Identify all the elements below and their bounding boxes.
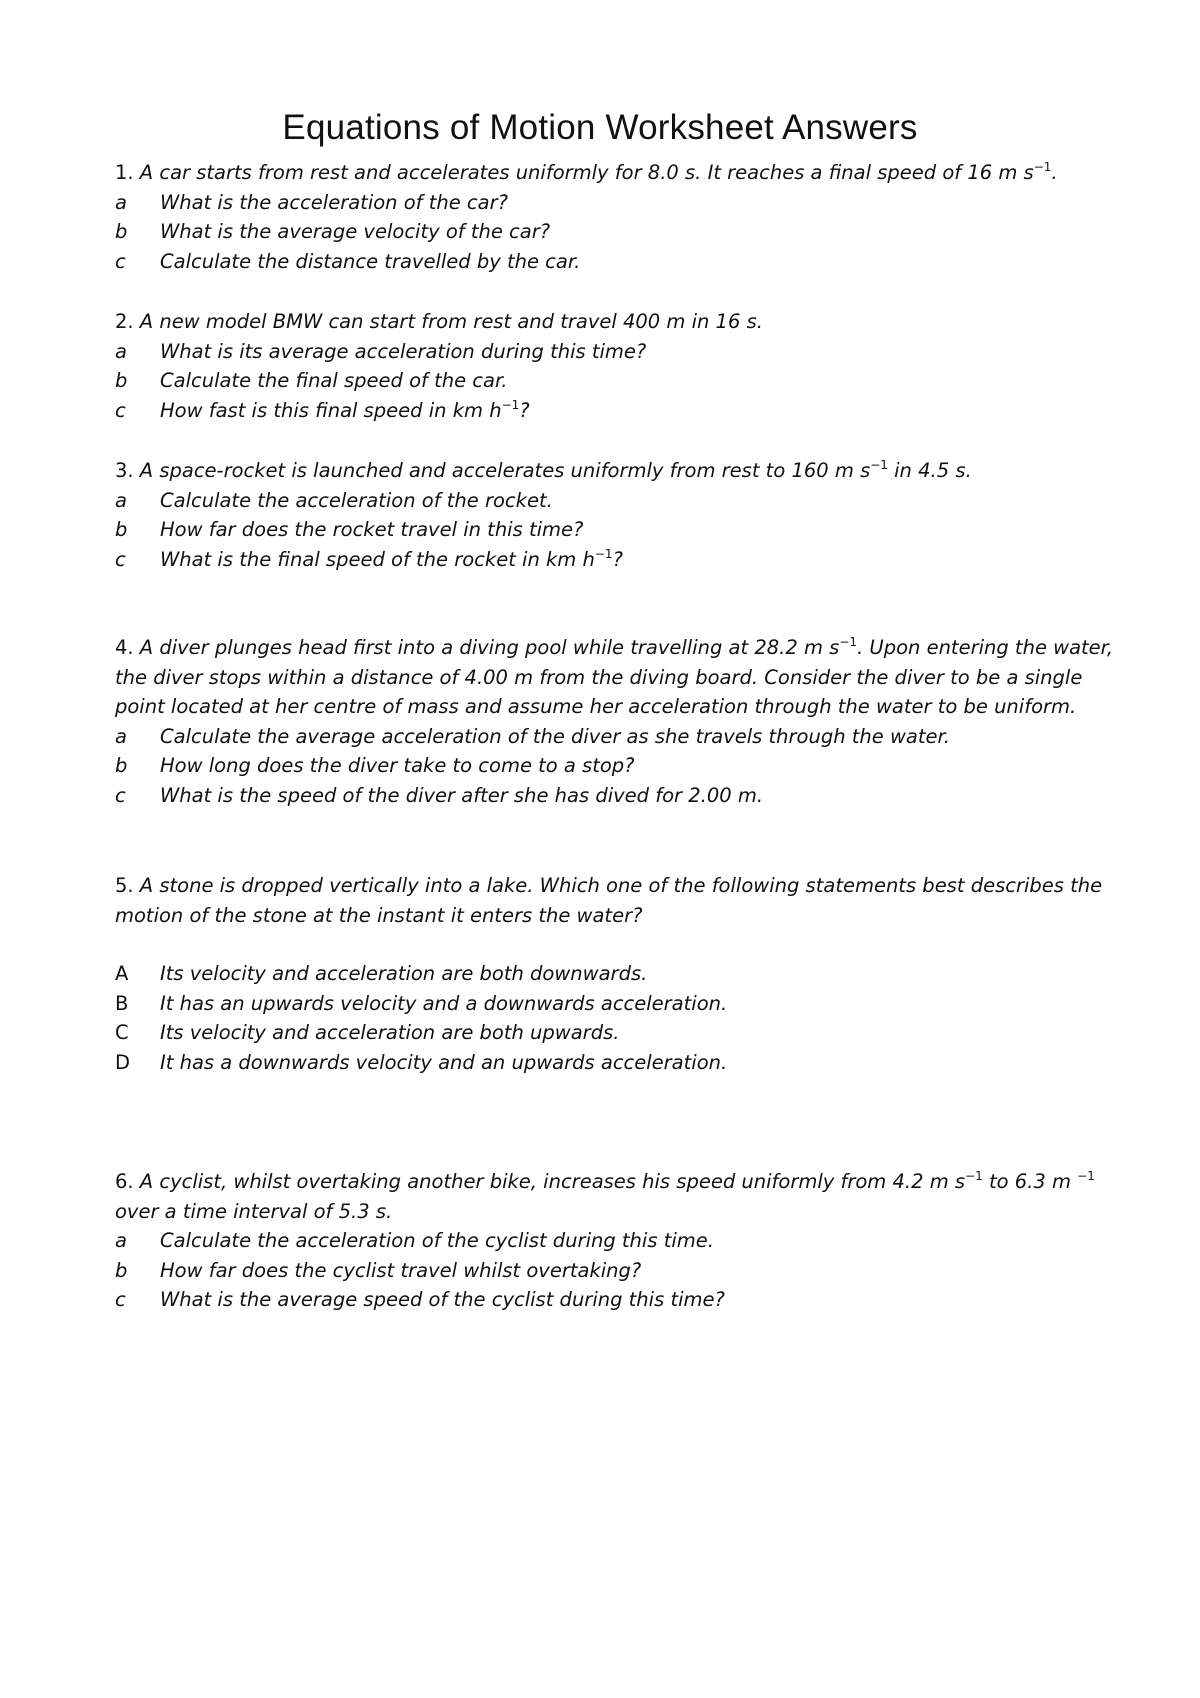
question-number: 5. xyxy=(115,874,134,897)
superscript: −1 xyxy=(1077,1169,1095,1183)
question-number: 3. xyxy=(115,459,134,482)
list-item xyxy=(115,959,1115,989)
list-item xyxy=(115,217,1115,247)
list-item xyxy=(115,247,1115,277)
part-label: c xyxy=(115,783,126,807)
part-text xyxy=(160,396,1115,426)
choice-text: Its velocity and acceleration are both upwards. xyxy=(160,1021,620,1044)
choice-text: It has an upwards velocity and a downwards acceleration. xyxy=(160,991,728,1015)
list-item xyxy=(115,722,1115,752)
part-label: b xyxy=(115,1258,128,1282)
part-text: Calculate the final speed of the car. xyxy=(160,369,508,392)
part-text: What is its average acceleration during this time? xyxy=(160,339,647,363)
part-label: b xyxy=(115,518,128,541)
superscript: −1 xyxy=(501,397,520,412)
part-text-main: How fast is this final speed in km h xyxy=(160,398,502,422)
list-item xyxy=(115,1285,1115,1315)
question-number: 4. xyxy=(115,636,134,659)
part-text: Calculate the distance travelled by the car. xyxy=(160,249,581,273)
list-item xyxy=(115,545,1115,575)
part-label: a xyxy=(115,339,127,363)
part-text: Calculate the acceleration of the cyclist during this time. xyxy=(160,1229,714,1252)
stem-text: A stone is dropped vertically into a lake. Which one of the following statements best describes the motion of the stone at the instant it enters the water? xyxy=(115,874,1103,927)
list-item xyxy=(115,366,1115,396)
question-parts xyxy=(115,188,1115,277)
question-5 xyxy=(115,871,1115,1077)
part-text: What is the average velocity of the car? xyxy=(160,220,551,243)
part-text: What is the speed of the diver after she has dived for 2.00 m. xyxy=(160,783,764,807)
list-item xyxy=(115,337,1115,367)
part-label: b xyxy=(115,220,128,243)
list-item xyxy=(115,1226,1115,1256)
part-text: What is the acceleration of the car? xyxy=(160,190,508,214)
question-stem xyxy=(115,456,1115,486)
list-item xyxy=(115,1256,1115,1286)
question-parts xyxy=(115,722,1115,811)
question-stem xyxy=(115,158,1115,188)
stem-text-mid: to 6.3 m xyxy=(982,1170,1078,1193)
stem-text-end: . Upon entering the water, the diver stops within a distance of 4.00 m from the diving board. Consider the diver to be a single point located at her centre of mass and assume her acceleration through the water to be uniform. xyxy=(115,636,1114,718)
answer-choices xyxy=(115,959,1115,1077)
part-label: b xyxy=(115,754,128,777)
list-item xyxy=(115,515,1115,545)
list-item xyxy=(115,781,1115,811)
stem-text: A car starts from rest and accelerates uniformly for 8.0 s. It reaches a final speed of 16 m s xyxy=(133,161,1034,184)
choice-label: D xyxy=(115,1050,131,1074)
list-item xyxy=(115,486,1115,516)
question-stem xyxy=(115,871,1115,930)
part-label: c xyxy=(115,398,126,422)
question-stem xyxy=(115,307,1115,337)
part-label: a xyxy=(115,724,127,748)
question-2 xyxy=(115,307,1115,425)
question-1 xyxy=(115,158,1115,276)
list-item xyxy=(115,1048,1115,1078)
stem-text: A new model BMW can start from rest and travel 400 m in 16 s. xyxy=(133,310,763,333)
part-text: How far does the cyclist travel whilst overtaking? xyxy=(160,1258,642,1282)
superscript: −1 xyxy=(594,546,613,561)
question-number: 6. xyxy=(115,1170,134,1193)
part-text: What is the average speed of the cyclist during this time? xyxy=(160,1288,725,1311)
stem-text: A diver plunges head first into a diving pool while travelling at 28.2 m s xyxy=(133,636,840,659)
question-6 xyxy=(115,1167,1115,1315)
part-text-main: What is the final speed of the rocket in km h xyxy=(160,547,595,571)
superscript: −1 xyxy=(839,635,858,649)
choice-label: A xyxy=(115,962,129,985)
superscript: −1 xyxy=(965,1169,983,1183)
list-item xyxy=(115,989,1115,1019)
question-parts xyxy=(115,337,1115,426)
page-title: Equations of Motion Worksheet Answers xyxy=(282,108,918,147)
stem-text-end: over a time interval of 5.3 s. xyxy=(115,1199,393,1223)
stem-text-end: in 4.5 s. xyxy=(887,459,972,482)
list-item xyxy=(115,396,1115,426)
list-item xyxy=(115,188,1115,218)
stem-text: A cyclist, whilst overtaking another bike, increases his speed uniformly from 4.2 m s xyxy=(133,1170,966,1193)
part-text: How long does the diver take to come to a stop? xyxy=(160,754,635,777)
stem-text-end: . xyxy=(1051,161,1058,184)
superscript: −1 xyxy=(870,458,888,472)
choice-label: B xyxy=(115,991,129,1015)
part-label: c xyxy=(115,1288,126,1311)
question-number: 1. xyxy=(115,161,134,184)
part-label: c xyxy=(115,547,126,571)
choice-text: Its velocity and acceleration are both downwards. xyxy=(160,962,648,985)
stem-text: A space-rocket is launched and accelerates uniformly from rest to 160 m s xyxy=(133,459,871,482)
question-number: 2. xyxy=(115,310,134,333)
question-4 xyxy=(115,633,1115,810)
part-label: a xyxy=(115,190,127,214)
part-text xyxy=(160,545,1115,575)
part-text: Calculate the acceleration of the rocket. xyxy=(160,488,553,512)
part-label: a xyxy=(115,1229,127,1252)
question-parts xyxy=(115,486,1115,575)
question-3 xyxy=(115,456,1115,574)
choice-label: C xyxy=(115,1021,129,1044)
part-text: Calculate the average acceleration of the diver as she travels through the water. xyxy=(160,724,950,748)
part-label: b xyxy=(115,369,128,392)
part-text-end: ? xyxy=(612,547,623,571)
list-item xyxy=(115,1018,1115,1048)
question-stem xyxy=(115,1167,1115,1226)
superscript: −1 xyxy=(1033,160,1052,174)
choice-text: It has a downwards velocity and an upwards acceleration. xyxy=(160,1050,728,1074)
question-parts xyxy=(115,1226,1115,1315)
part-text-end: ? xyxy=(519,398,530,422)
list-item xyxy=(115,751,1115,781)
question-stem xyxy=(115,633,1115,722)
part-text: How far does the rocket travel in this time? xyxy=(160,518,584,541)
part-label: c xyxy=(115,249,126,273)
part-label: a xyxy=(115,488,127,512)
